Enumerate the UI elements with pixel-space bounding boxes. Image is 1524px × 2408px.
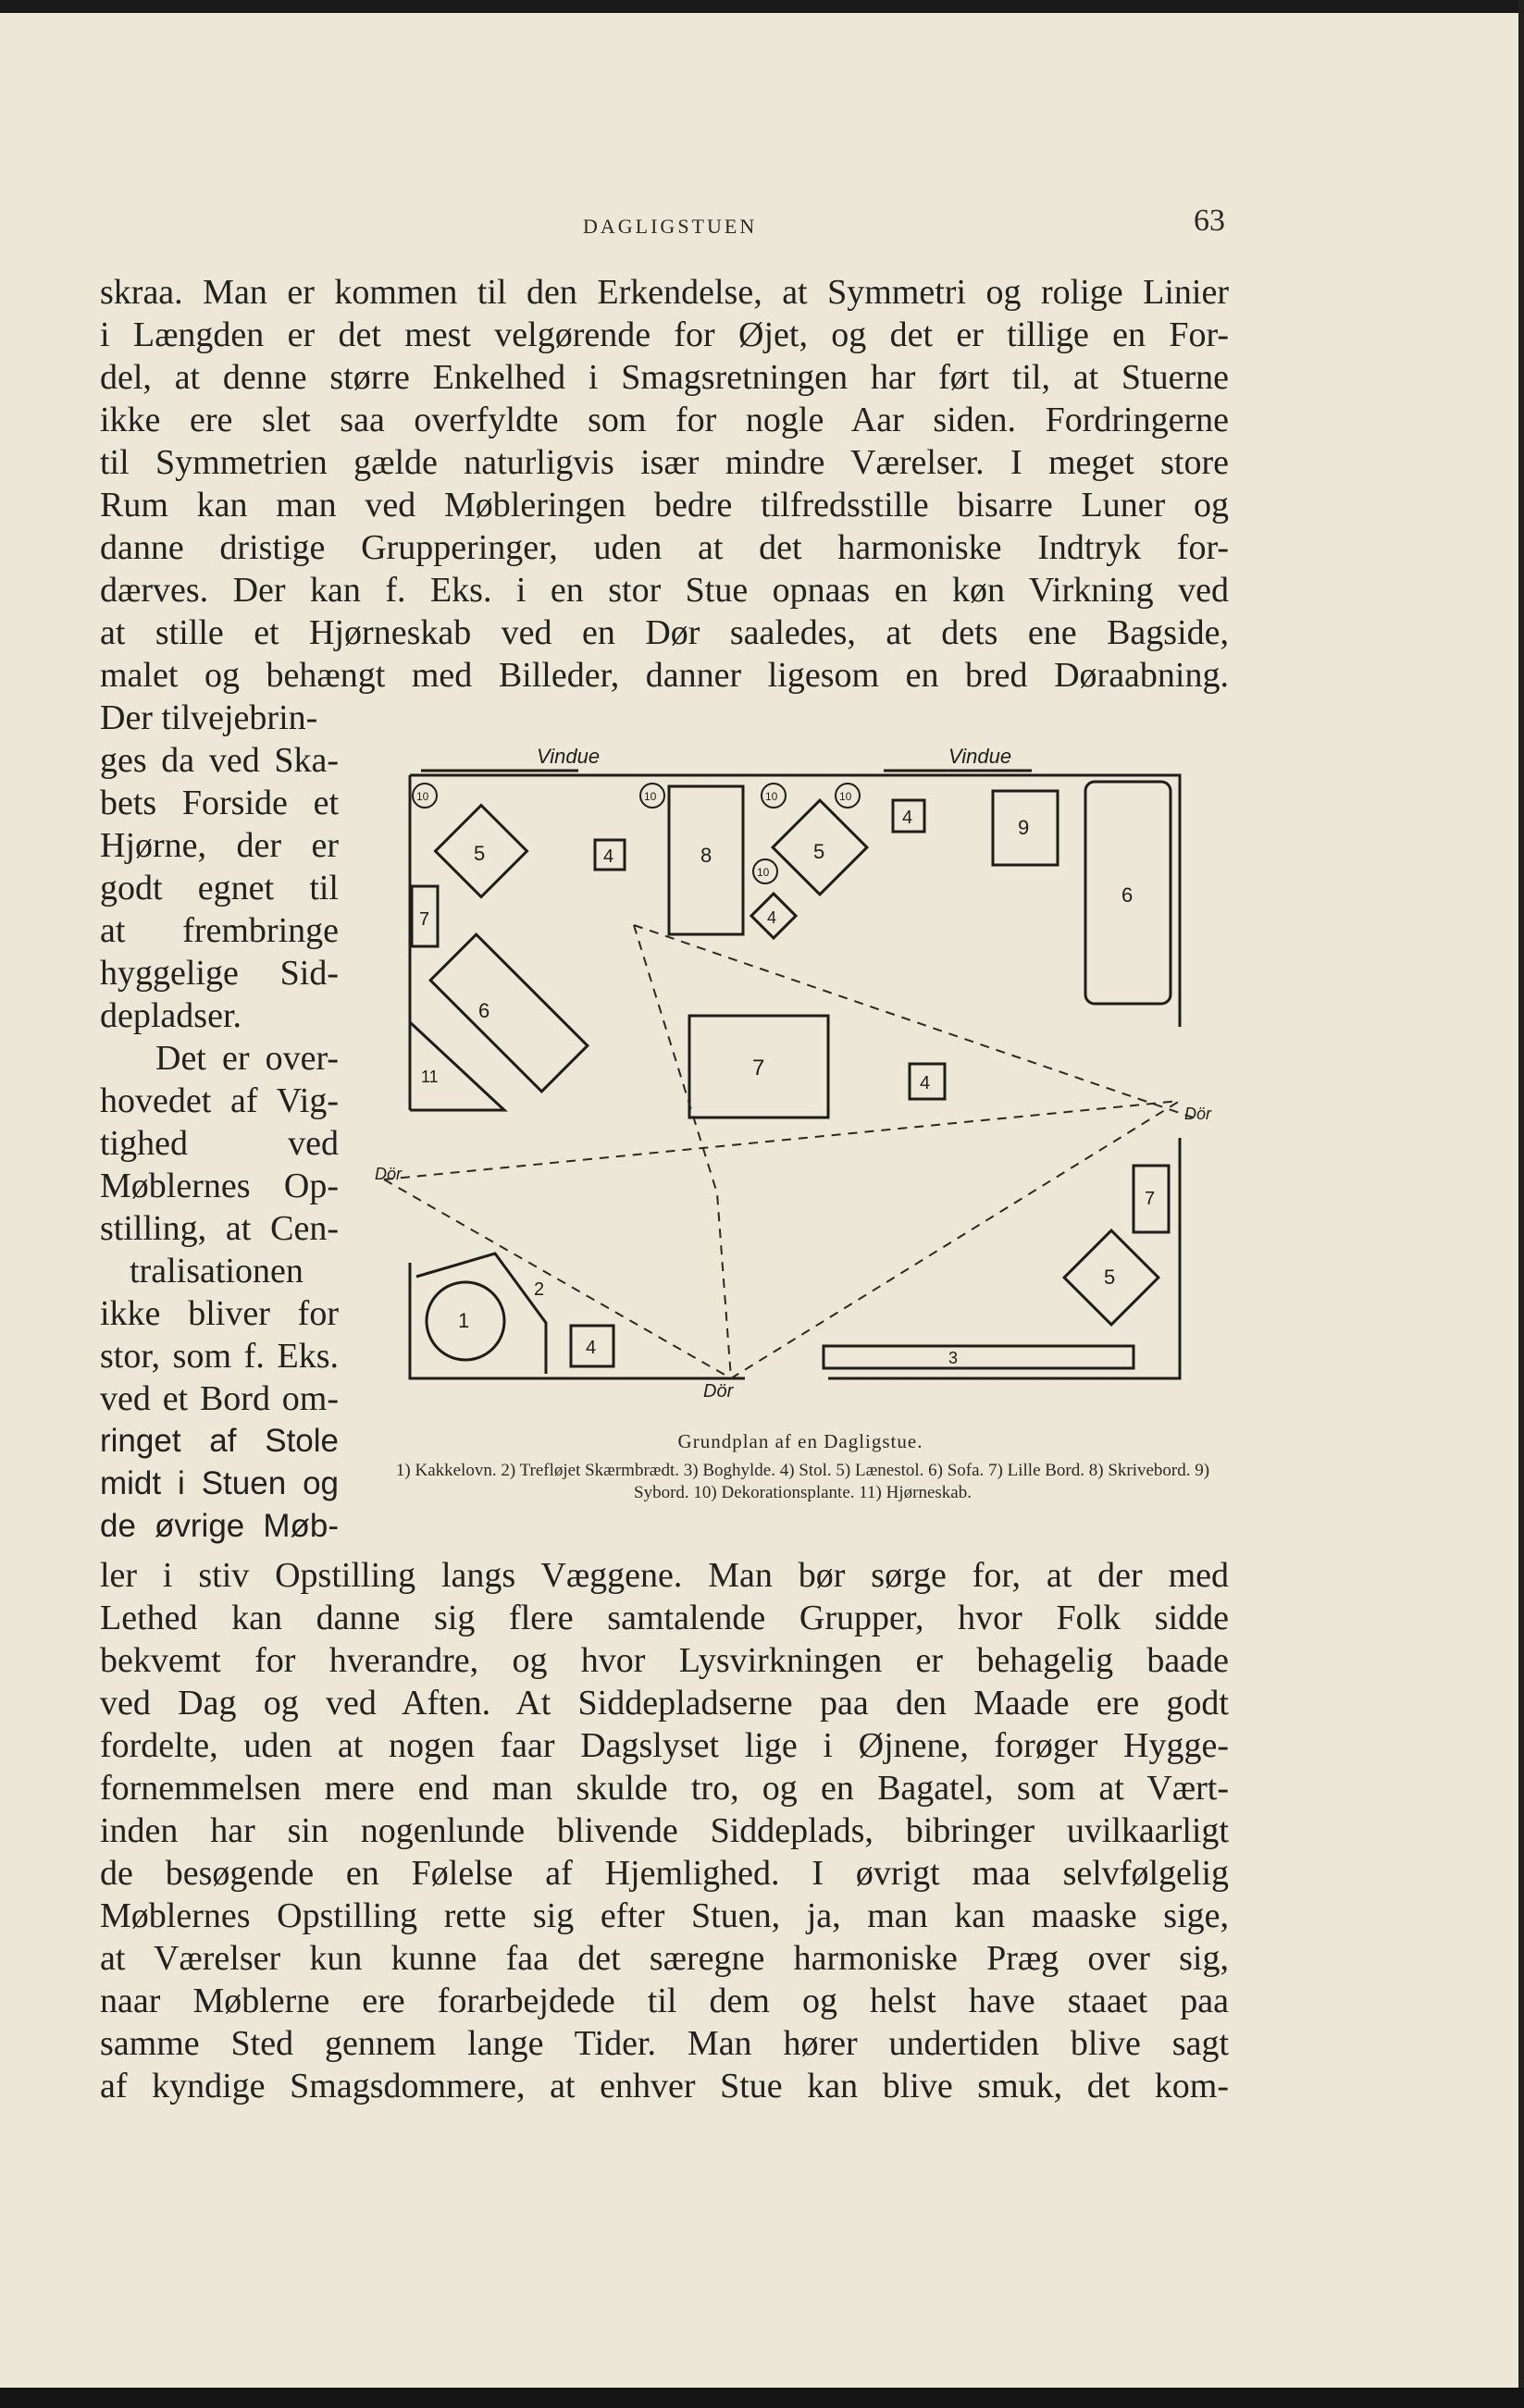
- num-label: 4: [767, 908, 777, 927]
- side-text-line: godt egnet til: [100, 869, 339, 908]
- side-text-line: stor, som f. Eks.: [100, 1337, 339, 1376]
- floor-plan-figure: [366, 731, 1235, 1420]
- side-text-line: ringet af Stole: [100, 1423, 339, 1459]
- num-label: 10: [644, 790, 657, 803]
- num-label: 4: [920, 1073, 931, 1093]
- text-line: del, at denne større Enkelhed i Smagsretningen har ført til, at Stuerne: [100, 358, 1229, 397]
- num-label: 6: [478, 999, 490, 1022]
- side-text-line: ved et Bord om-: [100, 1379, 339, 1418]
- text-line: ler i stiv Opstilling langs Væggene. Man bør sørge for, at der med: [100, 1556, 1229, 1595]
- num-label: 5: [1104, 1266, 1116, 1289]
- text-line: af kyndige Smagsdommere, at enhver Stue kan blive smuk, det kom-: [100, 2067, 1229, 2105]
- text-line: Lethed kan danne sig flere samtalende Grupper, hvor Folk sidde: [100, 1599, 1229, 1637]
- num-label: 10: [757, 866, 770, 879]
- num-label: 3: [948, 1349, 959, 1367]
- text-line: malet og behængt med Billeder, danner ligesom en bred Døraabning.: [100, 656, 1229, 695]
- side-text-line: tralisationen: [130, 1252, 304, 1290]
- text-line: samme Sted gennem lange Tider. Man hører undertiden blive sagt: [100, 2024, 1229, 2063]
- page-number: 63: [1194, 204, 1225, 238]
- side-text-line: Hjørne, der er: [100, 826, 339, 865]
- side-text-line: ges da ved Ska-: [100, 741, 339, 780]
- side-text-line: bets Forside et: [100, 784, 339, 822]
- side-text-line: Møblernes Op-: [100, 1167, 339, 1205]
- side-text-line: midt i Stuen og: [100, 1465, 339, 1501]
- sightline-b: [634, 925, 731, 1378]
- side-text-line: Det er over-: [155, 1039, 339, 1078]
- sightline-a: [634, 925, 1198, 1119]
- text-line: i Længden er det mest velgørende for Øjet, og det er tillige en For-: [100, 315, 1229, 354]
- num-label: 6: [1121, 883, 1134, 907]
- num-label: 1: [458, 1309, 470, 1332]
- side-text-line: tighed ved: [100, 1124, 339, 1163]
- figure-legend: 1) Kakkelovn. 2) Trefløjet Skærmbrædt. 3) Boghylde. 4) Stol. 5) Lænestol. 6) Sofa. 7) Lille Bord. 8) Skrivebord. 9) Sybord. 10) Dekorationsplante. 11) Hjørneskab.: [395, 1461, 1210, 1502]
- text-line: skraa. Man er kommen til den Erkendelse, at Symmetri og rolige Linier: [100, 273, 1229, 312]
- window-label-left: Vindue: [537, 745, 601, 768]
- num-label: 4: [586, 1338, 597, 1358]
- num-label: 10: [416, 790, 429, 803]
- num-label: 8: [700, 844, 712, 867]
- side-text-line: hyggelige Sid-: [100, 954, 339, 993]
- text-line: at Værelser kun kunne faa det særegne harmoniske Præg over sig,: [100, 1939, 1229, 1978]
- side-text-line: stilling, at Cen-: [100, 1209, 339, 1248]
- text-line: Møblernes Opstilling rette sig efter Stuen, ja, man kan maaske sige,: [100, 1896, 1229, 1935]
- window-label-right: Vindue: [948, 745, 1012, 768]
- sightline-d: [384, 1101, 1180, 1378]
- running-head: DAGLIGSTUEN: [583, 215, 758, 238]
- side-text-line: Der tilvejebrin-: [100, 698, 318, 737]
- text-line: at stille et Hjørneskab ved en Dør saaledes, at dets ene Bagside,: [100, 613, 1229, 652]
- text-line: Rum kan man ved Møbleringen bedre tilfredsstille bisarre Luner og: [100, 486, 1229, 525]
- num-label: 7: [419, 909, 430, 930]
- door-label-right: Dör: [1184, 1105, 1212, 1123]
- side-text-line: de øvrige Møb-: [100, 1508, 339, 1544]
- num-label: 4: [603, 846, 614, 867]
- side-text-line: at frembringe: [100, 911, 339, 950]
- text-line: fornemmelsen mere end man skulde tro, og en Bagatel, som at Vært-: [100, 1769, 1229, 1808]
- num-label: 11: [421, 1068, 439, 1086]
- bookshelf-3: [824, 1346, 1134, 1368]
- side-text-line: depladser.: [100, 996, 242, 1035]
- num-label: 7: [752, 1056, 765, 1081]
- side-text-line: hovedet af Vig-: [100, 1081, 339, 1120]
- text-line: danne dristige Grupperinger, uden at det harmoniske Indtryk for-: [100, 528, 1229, 567]
- sightline-c: [384, 1101, 1180, 1179]
- door-label-bottom: Dör: [703, 1381, 734, 1402]
- wall-top: [410, 775, 1180, 1027]
- text-line: ved Dag og ved Aften. At Siddepladserne paa den Maade ere godt: [100, 1684, 1229, 1723]
- text-line: fordelte, uden at nogen faar Dagslyset lige i Øjnene, forøger Hygge-: [100, 1726, 1229, 1765]
- text-line: ikke ere slet saa overfyldte som for nogle Aar siden. Fordringerne: [100, 401, 1229, 439]
- floor-plan-drawing: [366, 731, 1235, 1420]
- scan-bottom-border: [0, 2388, 1524, 2408]
- corner-cabinet-11: [410, 1022, 504, 1110]
- side-text-line: ikke bliver for: [100, 1294, 339, 1333]
- sofa-6-left: [430, 934, 588, 1092]
- num-label: 4: [902, 808, 913, 828]
- num-label: 5: [474, 842, 486, 865]
- num-label: 7: [1145, 1189, 1156, 1209]
- num-label: 10: [839, 790, 852, 803]
- num-label: 9: [1018, 816, 1030, 839]
- scan-top-border: [0, 0, 1524, 13]
- wall-right-lower: [828, 1138, 1180, 1378]
- text-line: naar Møblerne ere forarbejdede til dem og helst have staaet paa: [100, 1982, 1229, 2020]
- num-label: 2: [534, 1279, 545, 1300]
- scan-right-border: [1518, 0, 1524, 2408]
- text-line: til Symmetrien gælde naturligvis især mindre Værelser. I meget store: [100, 443, 1229, 482]
- num-label: 10: [765, 790, 778, 803]
- figure-caption-title: Grundplan af en Dagligstue.: [677, 1430, 923, 1452]
- text-line: bekvemt for hverandre, og hvor Lysvirkningen er behagelig baade: [100, 1641, 1229, 1680]
- text-line: de besøgende en Følelse af Hjemlighed. I øvrigt maa selvfølgelig: [100, 1854, 1229, 1893]
- text-line: dærves. Der kan f. Eks. i en stor Stue opnaas en køn Virkning ved: [100, 571, 1229, 610]
- num-label: 5: [813, 840, 825, 863]
- door-label-left: Dör: [375, 1165, 403, 1183]
- text-line: inden har sin nogenlunde blivende Siddeplads, bibringer uvilkaarligt: [100, 1811, 1229, 1850]
